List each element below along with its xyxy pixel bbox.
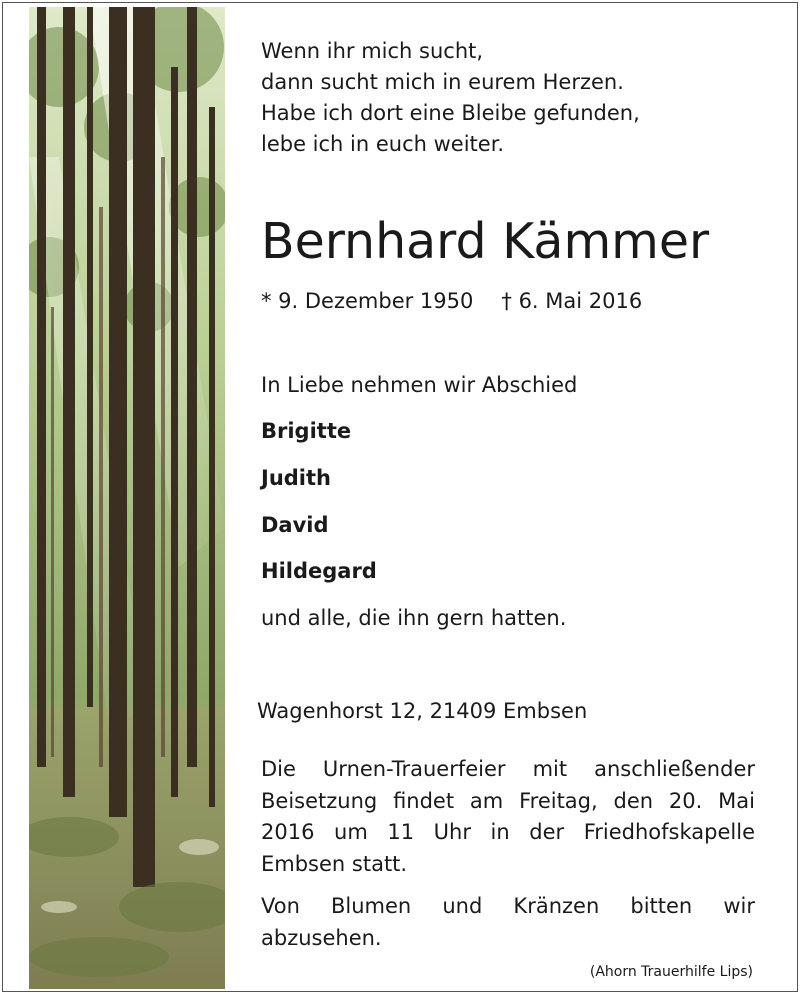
poem-line: dann sucht mich in eurem Herzen. xyxy=(261,70,624,94)
mourner-name: David xyxy=(261,513,329,537)
address: Wagenhorst 12, 21409 Embsen xyxy=(257,699,588,723)
forest-image xyxy=(29,7,225,989)
deceased-name: Bernhard Kämmer xyxy=(261,213,710,270)
farewell-outro: und alle, die ihn gern hatten. xyxy=(261,606,567,630)
farewell-intro: In Liebe nehmen wir Abschied xyxy=(261,373,578,397)
mourner-name: Brigitte xyxy=(261,419,352,443)
mourner-name: Judith xyxy=(261,466,331,490)
death-date: † 6. Mai 2016 xyxy=(501,289,643,313)
ceremony-info: Die Urnen-Trauerfeier mit anschließender Beisetzung findet am Freitag, den 20. Mai 2016 um 11 Uhr in der Friedhofskapelle Embsen statt. xyxy=(261,757,755,876)
poem-line: Wenn ihr mich sucht, xyxy=(261,39,484,63)
poem-line: lebe ich in euch weiter. xyxy=(261,132,505,156)
mourner-name: Hildegard xyxy=(261,559,377,583)
funeral-home-credit: (Ahorn Trauerhilfe Lips) xyxy=(589,964,753,980)
obituary-notice xyxy=(2,2,798,992)
poem-line: Habe ich dort eine Bleibe gefunden, xyxy=(261,101,640,125)
poem xyxy=(261,36,640,160)
life-dates xyxy=(261,286,642,316)
flowers-note: Von Blumen und Kränzen bitten wir abzusehen. xyxy=(261,894,755,950)
birth-date: * 9. Dezember 1950 xyxy=(261,289,474,313)
